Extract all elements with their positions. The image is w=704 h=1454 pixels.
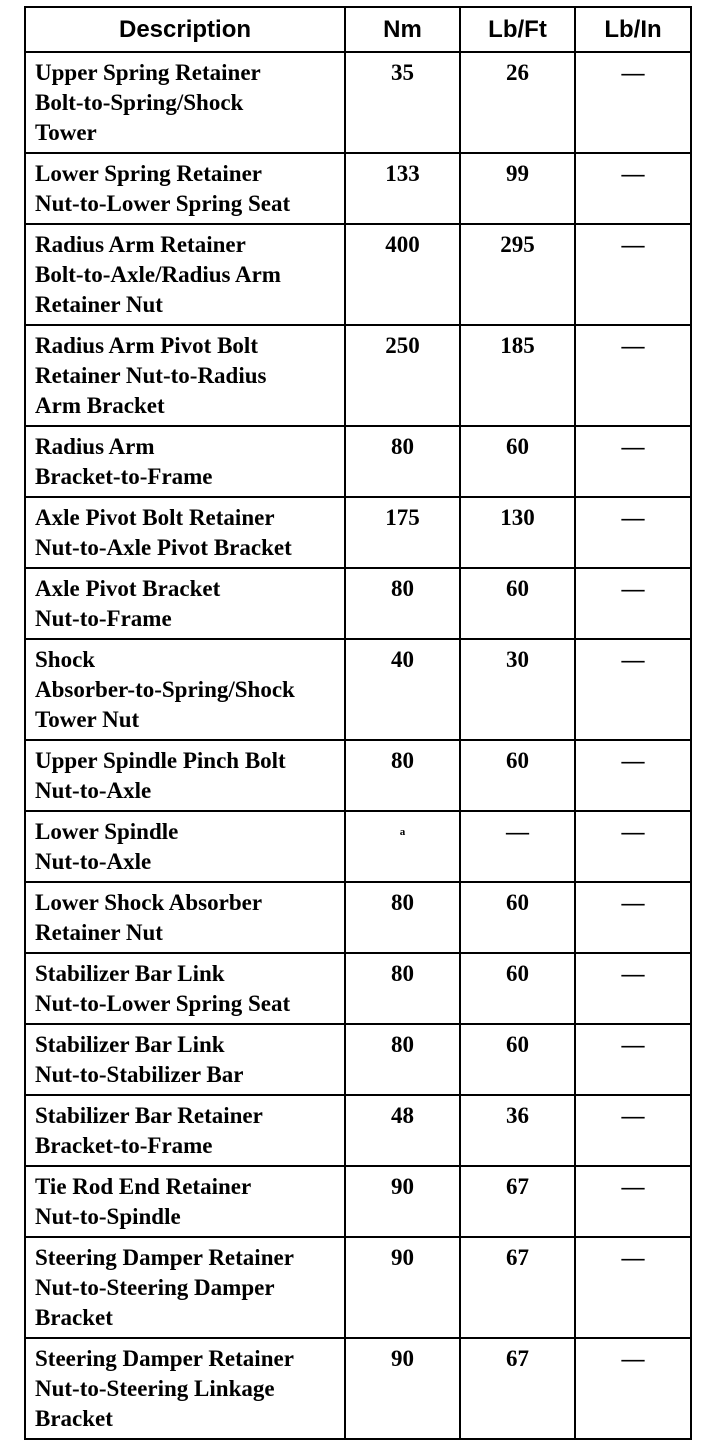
nm-cell xyxy=(345,325,460,426)
description-cell xyxy=(25,740,345,811)
description-cell xyxy=(25,153,345,224)
lbin-cell-value: — xyxy=(621,434,645,459)
description-cell xyxy=(25,1338,345,1439)
nm-cell-value: 90 xyxy=(391,1346,414,1371)
nm-cell-value: 80 xyxy=(391,1032,414,1057)
table-body xyxy=(25,52,691,1439)
description-cell xyxy=(25,426,345,497)
table-row xyxy=(25,52,691,153)
lbin-cell-value: — xyxy=(621,1103,645,1128)
description-cell xyxy=(25,639,345,740)
lbft-cell-value: 67 xyxy=(506,1174,529,1199)
nm-cell xyxy=(345,224,460,325)
table-row xyxy=(25,568,691,639)
description-line: Radius Arm xyxy=(35,434,155,459)
nm-cell-value: 250 xyxy=(385,333,420,358)
table-row xyxy=(25,639,691,740)
nm-cell-value: 175 xyxy=(385,505,420,530)
description-line: Upper Spindle Pinch Bolt xyxy=(35,748,286,773)
description-line: Stabilizer Bar Link xyxy=(35,961,225,986)
nm-cell-value: 400 xyxy=(385,232,420,257)
description-line: Tower xyxy=(35,120,97,145)
description-line: Radius Arm Pivot Bolt xyxy=(35,333,258,358)
lbft-cell xyxy=(460,1237,575,1338)
table-row xyxy=(25,426,691,497)
description-line: Radius Arm Retainer xyxy=(35,232,246,257)
header-lbft: Lb/Ft xyxy=(460,7,575,52)
description-line: Retainer Nut-to-Radius xyxy=(35,363,267,388)
lbin-cell xyxy=(575,426,691,497)
lbin-cell-value: — xyxy=(621,161,645,186)
description-cell xyxy=(25,568,345,639)
nm-cell xyxy=(345,1024,460,1095)
description-line: Nut-to-Spindle xyxy=(35,1204,181,1229)
nm-cell xyxy=(345,497,460,568)
lbft-cell xyxy=(460,224,575,325)
nm-cell-value: 80 xyxy=(391,961,414,986)
table-row xyxy=(25,740,691,811)
lbft-cell-value: 185 xyxy=(500,333,535,358)
lbft-cell xyxy=(460,639,575,740)
description-line: Tower Nut xyxy=(35,707,140,732)
description-cell xyxy=(25,1024,345,1095)
lbft-cell xyxy=(460,1095,575,1166)
lbft-cell xyxy=(460,953,575,1024)
description-cell xyxy=(25,811,345,882)
header-nm: Nm xyxy=(345,7,460,52)
table-row xyxy=(25,1166,691,1237)
lbin-cell-value: — xyxy=(621,505,645,530)
lbin-cell-value: — xyxy=(621,819,645,844)
lbft-cell-value: 60 xyxy=(506,1032,529,1057)
lbin-cell-value: — xyxy=(621,890,645,915)
nm-cell-value: 80 xyxy=(391,434,414,459)
nm-cell-value: a xyxy=(399,826,406,838)
description-line: Lower Shock Absorber xyxy=(35,890,263,915)
lbft-cell-value: 30 xyxy=(506,647,529,672)
description-line: Nut-to-Frame xyxy=(35,606,172,631)
description-line: Axle Pivot Bracket xyxy=(35,576,221,601)
header-row xyxy=(25,7,691,52)
nm-cell xyxy=(345,1338,460,1439)
nm-cell-value: 90 xyxy=(391,1245,414,1270)
table-row xyxy=(25,1338,691,1439)
nm-cell xyxy=(345,639,460,740)
lbin-cell-value: — xyxy=(621,333,645,358)
description-line: Bracket xyxy=(35,1406,113,1431)
nm-cell-value: 40 xyxy=(391,647,414,672)
lbin-cell xyxy=(575,325,691,426)
lbin-cell-value: — xyxy=(621,232,645,257)
description-line: Bracket-to-Frame xyxy=(35,464,213,489)
nm-cell-value: 80 xyxy=(391,576,414,601)
lbft-cell xyxy=(460,740,575,811)
lbft-cell xyxy=(460,1166,575,1237)
description-line: Lower Spring Retainer xyxy=(35,161,263,186)
lbin-cell xyxy=(575,882,691,953)
nm-cell xyxy=(345,953,460,1024)
lbft-cell-value: 130 xyxy=(500,505,535,530)
lbft-cell xyxy=(460,52,575,153)
description-cell xyxy=(25,1166,345,1237)
lbin-cell xyxy=(575,224,691,325)
description-line: Bracket-to-Frame xyxy=(35,1133,213,1158)
lbin-cell xyxy=(575,1166,691,1237)
lbft-cell-value: 67 xyxy=(506,1346,529,1371)
description-line: Axle Pivot Bolt Retainer xyxy=(35,505,275,530)
table-row xyxy=(25,1024,691,1095)
description-line: Nut-to-Stabilizer Bar xyxy=(35,1062,244,1087)
description-line: Bracket xyxy=(35,1305,113,1330)
description-line: Steering Damper Retainer xyxy=(35,1245,294,1270)
nm-cell-value: 80 xyxy=(391,748,414,773)
lbin-cell xyxy=(575,52,691,153)
nm-cell-value: 80 xyxy=(391,890,414,915)
description-line: Bolt-to-Spring/Shock xyxy=(35,90,244,115)
lbft-cell xyxy=(460,1024,575,1095)
description-line: Nut-to-Axle Pivot Bracket xyxy=(35,535,292,560)
lbin-cell xyxy=(575,811,691,882)
lbft-cell-value: 60 xyxy=(506,961,529,986)
description-cell xyxy=(25,953,345,1024)
nm-cell-value: 48 xyxy=(391,1103,414,1128)
description-line: Nut-to-Axle xyxy=(35,849,152,874)
lbin-cell-value: — xyxy=(621,1346,645,1371)
header-description: Description xyxy=(25,7,345,52)
description-line: Stabilizer Bar Link xyxy=(35,1032,225,1057)
lbft-cell-value: 99 xyxy=(506,161,529,186)
lbft-cell-value: 67 xyxy=(506,1245,529,1270)
nm-cell-value: 35 xyxy=(391,60,414,85)
lbin-cell xyxy=(575,953,691,1024)
lbin-cell-value: — xyxy=(621,60,645,85)
torque-specifications-table xyxy=(24,6,692,1440)
description-line: Nut-to-Lower Spring Seat xyxy=(35,191,291,216)
description-line: Upper Spring Retainer xyxy=(35,60,261,85)
nm-cell-value: 90 xyxy=(391,1174,414,1199)
lbin-cell xyxy=(575,1024,691,1095)
lbft-cell xyxy=(460,153,575,224)
nm-cell xyxy=(345,426,460,497)
lbft-cell-value: 60 xyxy=(506,748,529,773)
lbin-cell xyxy=(575,497,691,568)
lbin-cell-value: — xyxy=(621,961,645,986)
lbin-cell xyxy=(575,740,691,811)
description-cell xyxy=(25,1095,345,1166)
description-line: Stabilizer Bar Retainer xyxy=(35,1103,263,1128)
table-row xyxy=(25,811,691,882)
nm-cell-value: 133 xyxy=(385,161,420,186)
lbin-cell xyxy=(575,1237,691,1338)
nm-cell xyxy=(345,1237,460,1338)
lbin-cell xyxy=(575,568,691,639)
description-line: Shock xyxy=(35,647,96,672)
lbin-cell-value: — xyxy=(621,576,645,601)
table-row xyxy=(25,1095,691,1166)
description-line: Steering Damper Retainer xyxy=(35,1346,294,1371)
lbft-cell xyxy=(460,568,575,639)
description-line: Absorber-to-Spring/Shock xyxy=(35,677,295,702)
description-line: Nut-to-Steering Linkage xyxy=(35,1376,275,1401)
lbft-cell-value: 60 xyxy=(506,890,529,915)
nm-cell xyxy=(345,882,460,953)
lbin-cell xyxy=(575,153,691,224)
lbft-cell-value: 36 xyxy=(506,1103,529,1128)
lbft-cell xyxy=(460,882,575,953)
description-line: Retainer Nut xyxy=(35,292,163,317)
description-cell xyxy=(25,497,345,568)
description-line: Nut-to-Lower Spring Seat xyxy=(35,991,291,1016)
lbft-cell-value: 26 xyxy=(506,60,529,85)
lbft-cell xyxy=(460,325,575,426)
lbin-cell xyxy=(575,639,691,740)
lbin-cell-value: — xyxy=(621,1032,645,1057)
lbft-cell xyxy=(460,1338,575,1439)
lbft-cell xyxy=(460,426,575,497)
nm-cell xyxy=(345,568,460,639)
nm-cell xyxy=(345,153,460,224)
description-cell xyxy=(25,1237,345,1338)
nm-cell xyxy=(345,1095,460,1166)
description-line: Retainer Nut xyxy=(35,920,163,945)
description-line: Nut-to-Steering Damper xyxy=(35,1275,275,1300)
lbin-cell-value: — xyxy=(621,647,645,672)
table-row xyxy=(25,497,691,568)
table-row xyxy=(25,1237,691,1338)
description-cell xyxy=(25,224,345,325)
lbft-cell-value: — xyxy=(506,819,529,844)
description-line: Arm Bracket xyxy=(35,393,165,418)
description-cell xyxy=(25,882,345,953)
nm-cell xyxy=(345,740,460,811)
lbin-cell-value: — xyxy=(621,1245,645,1270)
description-line: Lower Spindle xyxy=(35,819,179,844)
lbin-cell-value: — xyxy=(621,748,645,773)
lbin-cell xyxy=(575,1095,691,1166)
table-row xyxy=(25,224,691,325)
table-row xyxy=(25,153,691,224)
header-lbin: Lb/In xyxy=(575,7,691,52)
lbft-cell xyxy=(460,497,575,568)
nm-cell xyxy=(345,52,460,153)
description-line: Nut-to-Axle xyxy=(35,778,152,803)
lbft-cell-value: 295 xyxy=(500,232,535,257)
table-row xyxy=(25,882,691,953)
lbin-cell xyxy=(575,1338,691,1439)
description-line: Tie Rod End Retainer xyxy=(35,1174,252,1199)
lbft-cell-value: 60 xyxy=(506,434,529,459)
description-cell xyxy=(25,52,345,153)
table-row xyxy=(25,325,691,426)
nm-cell xyxy=(345,1166,460,1237)
table-row xyxy=(25,953,691,1024)
lbft-cell xyxy=(460,811,575,882)
table-header xyxy=(25,7,691,52)
lbft-cell-value: 60 xyxy=(506,576,529,601)
nm-cell xyxy=(345,811,460,882)
description-line: Bolt-to-Axle/Radius Arm xyxy=(35,262,281,287)
lbin-cell-value: — xyxy=(621,1174,645,1199)
description-cell xyxy=(25,325,345,426)
